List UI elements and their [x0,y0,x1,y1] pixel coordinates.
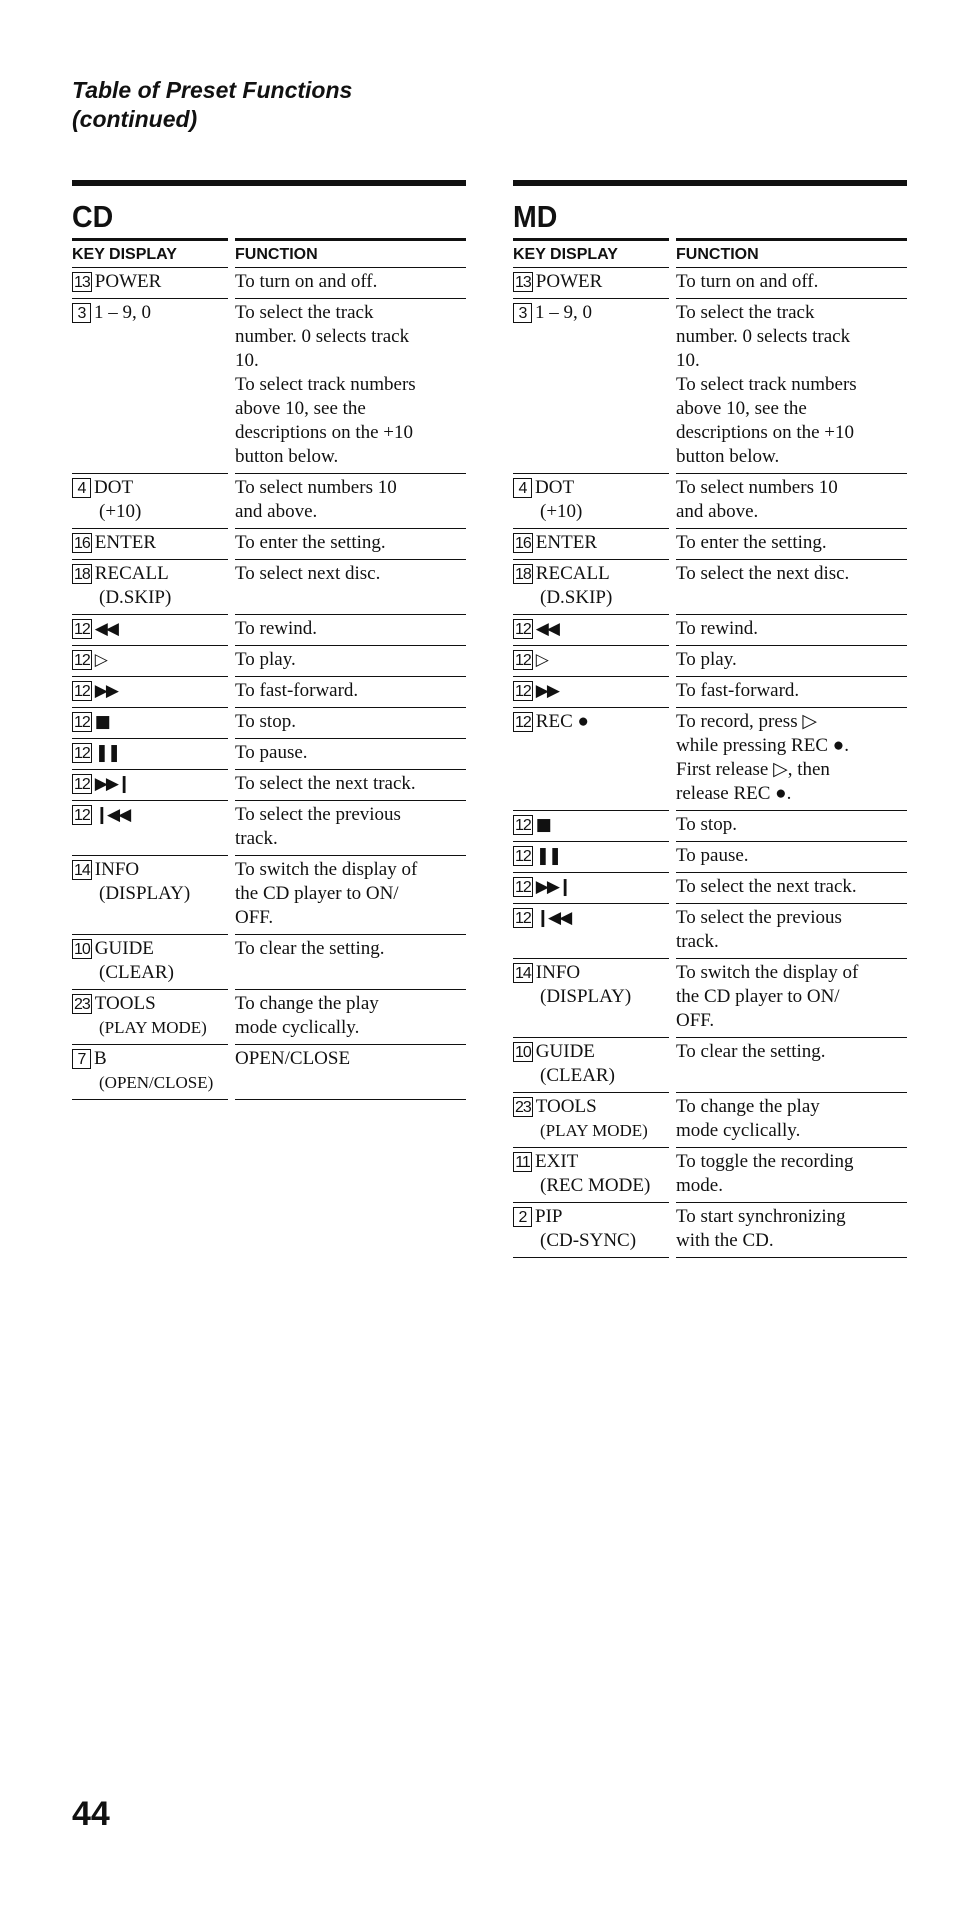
key-line [72,937,228,961]
key-label: INFO [94,859,140,880]
key-display-cell [513,677,669,708]
key-symbol-icon: ❚❚ [535,846,561,866]
function-cell: To toggle the recording mode. [676,1148,907,1203]
table-row [72,268,466,299]
function-cell: To record, press ▷ while pressing REC ●. First release ▷, then release REC ●. [676,708,907,811]
key-number-badge: 12 [515,714,531,731]
key-number-badge: 18 [515,566,531,583]
function-cell: To turn on and off. [235,268,466,299]
key-line [72,476,228,500]
key-display-cell [513,811,669,842]
key-display-cell [513,560,669,615]
table-row [72,770,466,801]
key-display-cell [72,801,228,856]
function-cell: To enter the setting. [235,529,466,560]
key-label: DOT [94,477,134,498]
key-sublabel: (PLAY MODE) [540,1121,648,1140]
section-title: MD [513,199,558,234]
key-sublabel: (PLAY MODE) [99,1018,207,1037]
key-display-cell [72,677,228,708]
key-number-badge: 10 [515,1044,531,1061]
table-row [513,842,907,873]
key-number-badge: 12 [515,621,531,638]
table-header-row [513,238,907,268]
key-label: TOOLS [94,993,156,1014]
key-line [513,679,669,703]
page-heading [72,76,352,134]
function-cell: To switch the display of the CD player to ON/ OFF. [676,959,907,1038]
table-row [513,708,907,811]
key-number-badge: 10 [74,941,90,958]
key-number-badge: 13 [74,274,90,291]
key-line [72,710,228,734]
table-row [513,560,907,615]
key-display-cell [513,873,669,904]
function-cell: To clear the setting. [235,935,466,990]
key-sublabel: (DISPLAY) [540,986,632,1007]
key-display-cell [72,646,228,677]
key-symbol-icon: ◀◀ [535,619,558,639]
key-display-cell [72,615,228,646]
key-symbol-icon: ◀◀ [94,619,117,639]
key-display-cell [72,299,228,474]
key-number-badge: 13 [515,274,531,291]
function-cell: To clear the setting. [676,1038,907,1093]
key-line [513,710,669,734]
key-sublabel: (DISPLAY) [99,883,191,904]
key-sublabel: (D.SKIP) [540,587,613,608]
key-label: 1 – 9, 0 [94,302,151,323]
key-number-badge: 12 [515,879,531,896]
key-sublabel: (CLEAR) [99,962,174,983]
function-cell: To start synchronizing with the CD. [676,1203,907,1258]
key-number-badge: 3 [513,303,532,323]
key-display-header: KEY DISPLAY [72,238,228,268]
key-display-cell [513,615,669,646]
function-cell: To select numbers 10 and above. [235,474,466,529]
key-display-cell [513,474,669,529]
table-row [72,801,466,856]
key-label: POWER [535,271,603,292]
key-number-badge: 12 [515,652,531,669]
key-number-badge: 2 [513,1207,532,1227]
function-cell: To switch the display of the CD player to ON/ OFF. [235,856,466,935]
key-line [513,906,669,930]
key-line [513,1205,669,1229]
key-display-cell [72,708,228,739]
key-display-cell [513,708,669,811]
function-cell: To turn on and off. [676,268,907,299]
md-table [513,238,907,1258]
key-sublabel: (OPEN/CLOSE) [99,1073,214,1092]
key-number-badge: 12 [74,621,90,638]
key-symbol-icon: ▶▶❙ [535,877,571,897]
table-row [513,677,907,708]
key-display-cell [513,529,669,560]
key-line [72,679,228,703]
key-line [72,648,228,672]
key-line [513,562,669,586]
key-display-cell [513,959,669,1038]
key-label: RECALL [535,563,610,584]
function-cell: To select the track number. 0 selects track 10. To select track numbers above 10, see the descriptions on the +10 button below. [676,299,907,474]
function-cell: To enter the setting. [676,529,907,560]
key-label: GUIDE [535,1041,595,1062]
key-number-badge: 23 [74,996,90,1013]
key-line [513,617,669,641]
key-label: RECALL [94,563,169,584]
key-label: EXIT [535,1151,579,1172]
key-display-cell [513,1038,669,1093]
function-cell: To pause. [235,739,466,770]
key-symbol-icon: ❚❚ [94,743,120,763]
table-row [72,935,466,990]
section-rule [72,180,466,186]
key-label: B [94,1048,107,1069]
key-line [513,961,669,985]
key-line [72,617,228,641]
function-cell: To fast-forward. [235,677,466,708]
table-row [513,904,907,959]
key-symbol-icon: ▶▶ [94,681,117,701]
function-cell: To select numbers 10 and above. [676,474,907,529]
table-row [72,560,466,615]
table-row [513,811,907,842]
function-cell: To select next disc. [235,560,466,615]
table-row [72,677,466,708]
function-header: FUNCTION [235,238,466,268]
table-row [513,268,907,299]
key-line [72,803,228,827]
key-number-badge: 12 [515,683,531,700]
key-display-cell [513,646,669,677]
function-cell: To play. [235,646,466,677]
key-line [72,270,228,294]
key-display-header: KEY DISPLAY [513,238,669,268]
function-cell: To change the play mode cyclically. [676,1093,907,1148]
table-row [72,615,466,646]
key-symbol-icon: ❙◀◀ [535,908,571,928]
key-number-badge: 16 [515,535,531,552]
heading-line-2: (continued) [72,106,198,132]
key-symbol-icon: ▷ [535,650,547,670]
function-cell: To rewind. [235,615,466,646]
key-number-badge: 3 [72,303,91,323]
key-display-cell [513,1093,669,1148]
key-number-badge: 11 [513,1152,532,1172]
key-line [513,813,669,837]
key-display-cell [72,529,228,560]
key-display-cell [72,560,228,615]
key-line [513,1095,669,1119]
key-display-cell [72,856,228,935]
table-row [513,873,907,904]
key-sublabel: (CD-SYNC) [540,1230,637,1251]
key-label: ENTER [94,532,157,553]
key-number-badge: 12 [74,807,90,824]
key-line [513,476,669,500]
key-line [72,858,228,882]
table-row [513,1148,907,1203]
key-number-badge: 16 [74,535,90,552]
function-cell: To pause. [676,842,907,873]
key-symbol-icon: ▷ [94,650,106,670]
key-display-cell [513,1203,669,1258]
key-symbol-icon: ▶▶❙ [94,774,130,794]
key-number-badge: 12 [515,817,531,834]
key-label: 1 – 9, 0 [535,302,592,323]
key-number-badge: 18 [74,566,90,583]
key-number-badge: 14 [515,965,531,982]
section-rule [513,180,907,186]
key-display-cell [72,1045,228,1100]
key-label: GUIDE [94,938,154,959]
function-cell: To stop. [676,811,907,842]
key-number-badge: 12 [74,776,90,793]
table-row [72,646,466,677]
key-number-badge: 12 [74,683,90,700]
key-number-badge: 4 [72,478,91,498]
key-number-badge: 12 [515,848,531,865]
key-symbol-icon: ■ [94,712,109,732]
key-line [72,741,228,765]
key-symbol-icon: ■ [535,815,550,835]
key-display-cell [72,474,228,529]
key-number-badge: 12 [74,652,90,669]
function-cell: To change the play mode cyclically. [235,990,466,1045]
table-row [513,1093,907,1148]
function-cell: To fast-forward. [676,677,907,708]
function-cell: To select the previous track. [676,904,907,959]
table-row [513,299,907,474]
key-sublabel: (CLEAR) [540,1065,615,1086]
function-cell: To play. [676,646,907,677]
key-symbol-icon: ❙◀◀ [94,805,130,825]
key-line [513,531,669,555]
key-number-badge: 4 [513,478,532,498]
key-line [72,1047,228,1071]
function-cell: To stop. [235,708,466,739]
key-line [72,531,228,555]
key-number-badge: 12 [74,745,90,762]
key-label: ENTER [535,532,598,553]
key-label: TOOLS [535,1096,597,1117]
table-row [72,708,466,739]
key-label: POWER [94,271,162,292]
key-label: PIP [535,1206,563,1227]
heading-line-1: Table of Preset Functions [72,77,353,103]
table-header-row [72,238,466,268]
table-row [513,529,907,560]
key-number-badge: 12 [515,910,531,927]
key-display-cell [72,268,228,299]
md-section [513,180,907,1258]
key-display-cell [72,935,228,990]
key-number-badge: 7 [72,1049,91,1069]
table-row [513,615,907,646]
table-row [72,739,466,770]
key-label: DOT [535,477,575,498]
function-cell: To select the next track. [676,873,907,904]
key-display-cell [72,990,228,1045]
table-row [72,529,466,560]
table-row [72,299,466,474]
key-line [513,1040,669,1064]
key-display-cell [513,299,669,474]
function-cell: OPEN/CLOSE [235,1045,466,1100]
page-number: 44 [72,1795,110,1833]
key-line [513,875,669,899]
key-line [513,270,669,294]
table-row [72,474,466,529]
key-sublabel: (+10) [540,501,583,522]
key-display-cell [513,904,669,959]
section-title: CD [72,199,114,234]
key-label: REC ● [535,711,589,732]
cd-section [72,180,466,1100]
function-cell: To rewind. [676,615,907,646]
function-cell: To select the next track. [235,770,466,801]
key-display-cell [72,739,228,770]
key-sublabel: (D.SKIP) [99,587,172,608]
table-row [513,959,907,1038]
key-sublabel: (+10) [99,501,142,522]
table-row [513,646,907,677]
function-cell: To select the track number. 0 selects track 10. To select track numbers above 10, see the descriptions on the +10 button below. [235,299,466,474]
key-line [72,992,228,1016]
key-line [72,562,228,586]
key-display-cell [513,842,669,873]
cd-table [72,238,466,1100]
key-number-badge: 14 [74,862,90,879]
key-line [72,301,228,325]
key-line [513,1150,669,1174]
key-line [72,772,228,796]
key-line [513,648,669,672]
table-row [513,474,907,529]
table-row [513,1038,907,1093]
key-line [513,301,669,325]
key-display-cell [513,1148,669,1203]
key-label: INFO [535,962,581,983]
function-header: FUNCTION [676,238,907,268]
table-row [72,1045,466,1100]
function-cell: To select the previous track. [235,801,466,856]
function-cell: To select the next disc. [676,560,907,615]
table-row [72,990,466,1045]
table-row [513,1203,907,1258]
key-sublabel: (REC MODE) [540,1175,651,1196]
key-number-badge: 12 [74,714,90,731]
key-symbol-icon: ▶▶ [535,681,558,701]
key-line [513,844,669,868]
key-display-cell [513,268,669,299]
key-number-badge: 23 [515,1099,531,1116]
key-display-cell [72,770,228,801]
table-row [72,856,466,935]
